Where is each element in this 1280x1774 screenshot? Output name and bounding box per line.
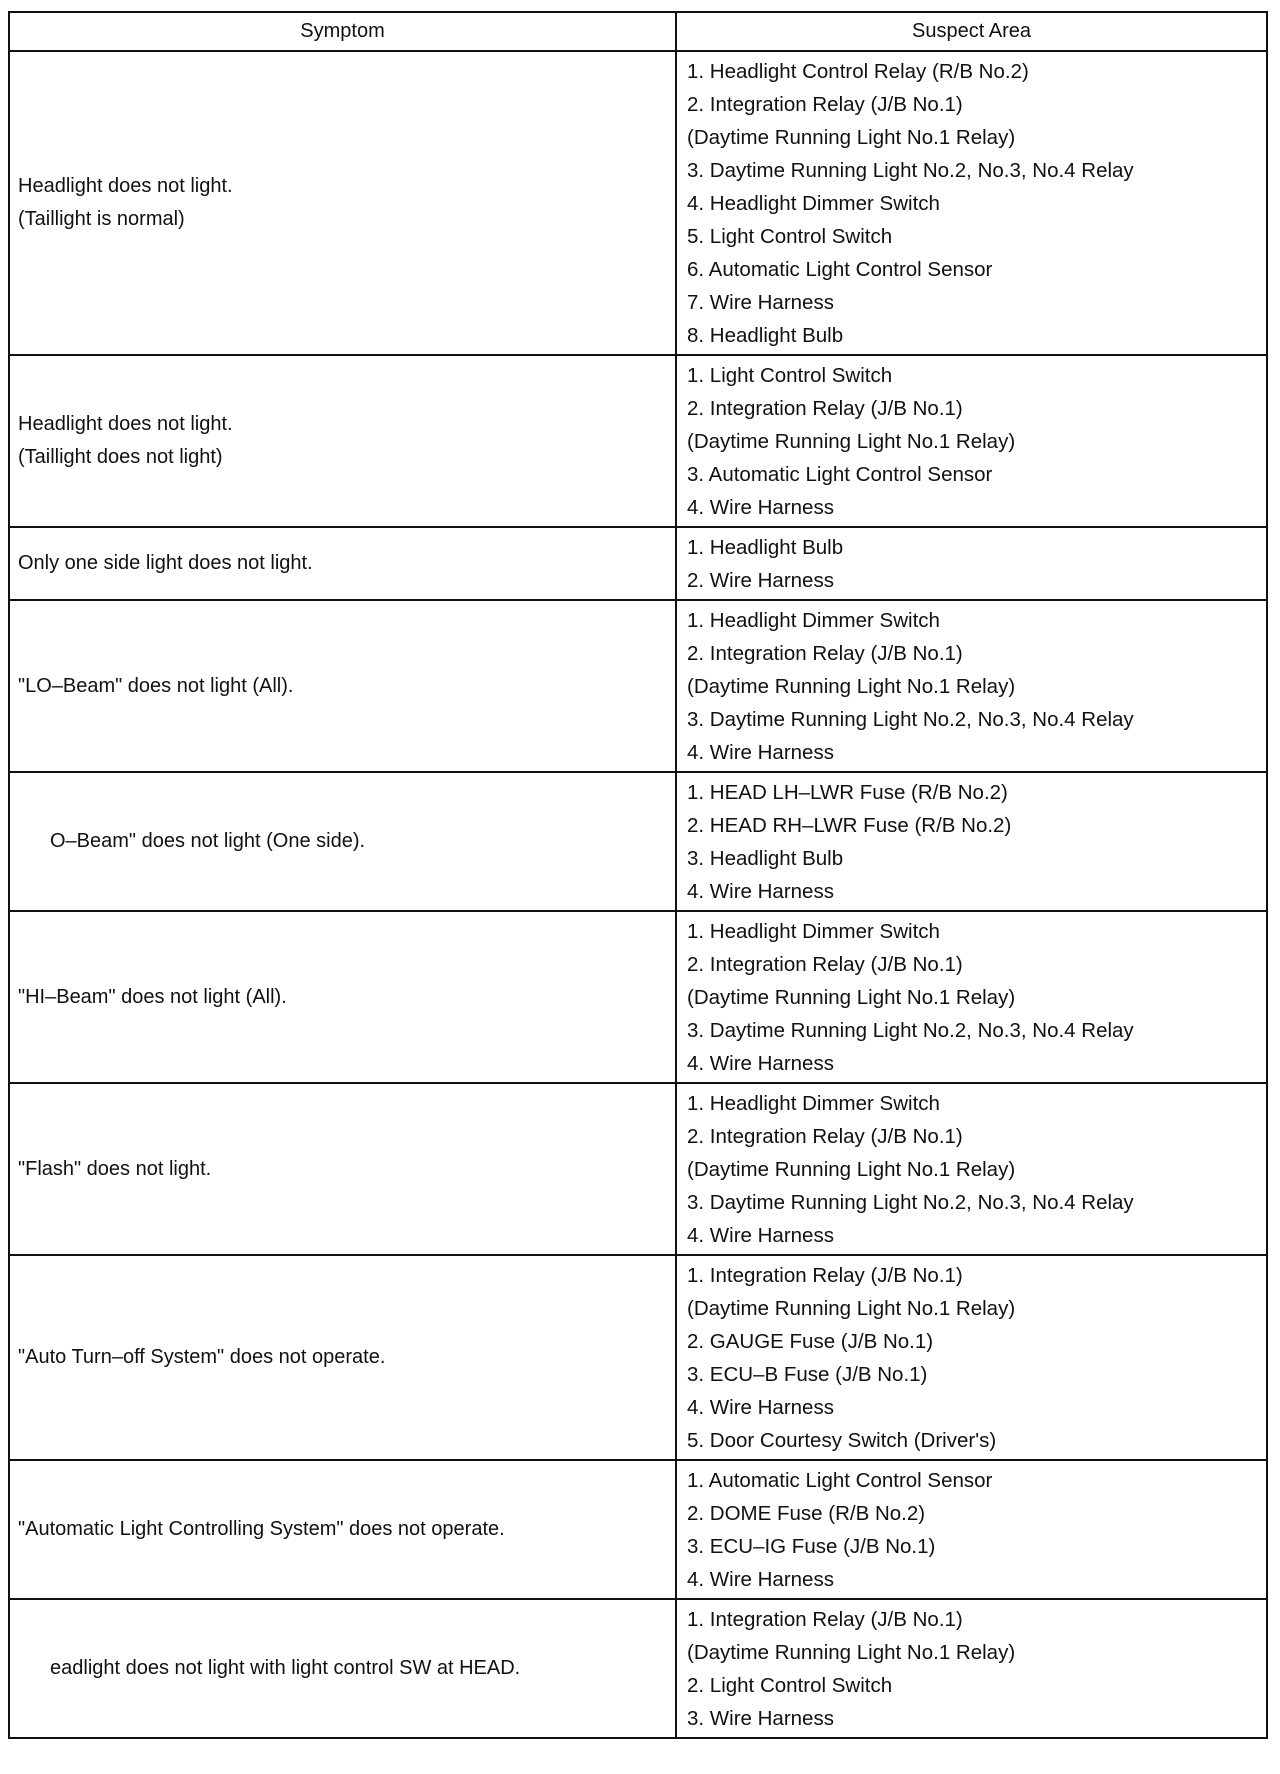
table-row — [9, 1255, 1267, 1460]
suspect-item: 3. ECU–B Fuse (J/B No.1) — [687, 1363, 928, 1386]
suspect-item: 2. Integration Relay (J/B No.1) — [687, 1125, 963, 1148]
suspect-item: 6. Automatic Light Control Sensor — [687, 258, 993, 281]
suspect-item: 4. Wire Harness — [687, 496, 834, 519]
suspect-area-cell — [676, 1599, 1267, 1738]
suspect-item: 4. Wire Harness — [687, 1224, 834, 1247]
symptom-cell — [9, 527, 676, 600]
suspect-item: (Daytime Running Light No.1 Relay) — [687, 986, 1016, 1009]
suspect-item: 4. Wire Harness — [687, 741, 834, 764]
suspect-item: 3. ECU–IG Fuse (J/B No.1) — [687, 1535, 936, 1558]
suspect-item: 1. Integration Relay (J/B No.1) — [687, 1264, 963, 1287]
symptom-cell — [9, 1255, 676, 1460]
suspect-item: 1. Integration Relay (J/B No.1) — [687, 1608, 963, 1631]
column-header-symptom: Symptom — [9, 12, 676, 51]
table-row — [9, 1083, 1267, 1255]
suspect-item: 3. Daytime Running Light No.2, No.3, No.4 Relay — [687, 1191, 1134, 1214]
suspect-item: 2. Light Control Switch — [687, 1674, 893, 1697]
suspect-item: 4. Wire Harness — [687, 1396, 834, 1419]
suspect-item: 2. Integration Relay (J/B No.1) — [687, 397, 963, 420]
suspect-item: 2. HEAD RH–LWR Fuse (R/B No.2) — [687, 814, 1012, 837]
suspect-area-cell — [676, 527, 1267, 600]
suspect-item: (Daytime Running Light No.1 Relay) — [687, 1641, 1016, 1664]
table-row — [9, 600, 1267, 772]
table-row — [9, 1460, 1267, 1599]
suspect-item: 3. Automatic Light Control Sensor — [687, 463, 993, 486]
symptom-text: "Auto Turn–off System" does not operate. — [18, 1346, 386, 1368]
suspect-item: 1. Headlight Dimmer Switch — [687, 609, 940, 632]
suspect-area-cell — [676, 1255, 1267, 1460]
symptom-text: Headlight does not light. — [18, 413, 233, 435]
symptom-cell — [9, 1599, 676, 1738]
suspect-item: 3. Daytime Running Light No.2, No.3, No.4 Relay — [687, 159, 1134, 182]
suspect-item: 5. Light Control Switch — [687, 225, 893, 248]
symptom-text: (Taillight does not light) — [18, 446, 223, 468]
symptom-text: "HI–Beam" does not light (All). — [18, 985, 287, 1008]
suspect-area-cell — [676, 51, 1267, 355]
symptom-text: "Flash" does not light. — [18, 1157, 212, 1180]
suspect-item: 2. Integration Relay (J/B No.1) — [687, 642, 963, 665]
suspect-item: 2. DOME Fuse (R/B No.2) — [687, 1502, 926, 1525]
troubleshooting-table — [8, 11, 1268, 1739]
symptom-text: Headlight does not light. — [18, 175, 233, 197]
symptom-text: O–Beam" does not light (One side). — [50, 830, 366, 852]
header-row — [9, 12, 1267, 51]
suspect-area-cell — [676, 772, 1267, 911]
table-row — [9, 527, 1267, 600]
suspect-item: 4. Wire Harness — [687, 1052, 834, 1075]
suspect-item: 3. Daytime Running Light No.2, No.3, No.4 Relay — [687, 708, 1134, 731]
table-row — [9, 51, 1267, 355]
symptom-cell — [9, 1460, 676, 1599]
suspect-area-cell — [676, 1083, 1267, 1255]
suspect-item: 1. Headlight Dimmer Switch — [687, 1092, 940, 1115]
table-row — [9, 911, 1267, 1083]
suspect-item: (Daytime Running Light No.1 Relay) — [687, 430, 1016, 453]
suspect-item: 2. Integration Relay (J/B No.1) — [687, 953, 963, 976]
suspect-item: (Daytime Running Light No.1 Relay) — [687, 126, 1016, 149]
suspect-item: 4. Wire Harness — [687, 880, 834, 903]
symptom-cell — [9, 600, 676, 772]
suspect-item: 1. Headlight Control Relay (R/B No.2) — [687, 60, 1029, 83]
suspect-area-cell — [676, 911, 1267, 1083]
table-header — [9, 12, 1267, 51]
symptom-text: "LO–Beam" does not light (All). — [18, 674, 294, 697]
suspect-item: 3. Headlight Bulb — [687, 847, 844, 870]
suspect-item: 7. Wire Harness — [687, 291, 834, 314]
suspect-item: 1. HEAD LH–LWR Fuse (R/B No.2) — [687, 781, 1008, 804]
suspect-item: 4. Wire Harness — [687, 1568, 834, 1591]
suspect-item: 3. Daytime Running Light No.2, No.3, No.4 Relay — [687, 1019, 1134, 1042]
table-row — [9, 772, 1267, 911]
suspect-item: 1. Automatic Light Control Sensor — [687, 1469, 993, 1492]
suspect-item: 3. Wire Harness — [687, 1707, 834, 1730]
suspect-item: 1. Light Control Switch — [687, 364, 893, 387]
suspect-item: (Daytime Running Light No.1 Relay) — [687, 1158, 1016, 1181]
suspect-item: 8. Headlight Bulb — [687, 324, 844, 347]
symptom-text: Only one side light does not light. — [18, 552, 313, 574]
symptom-cell — [9, 355, 676, 527]
table-body — [9, 51, 1267, 1738]
table-row — [9, 355, 1267, 527]
suspect-item: 2. Wire Harness — [687, 569, 834, 592]
table-row — [9, 1599, 1267, 1738]
suspect-item: 4. Headlight Dimmer Switch — [687, 192, 940, 215]
suspect-item: 1. Headlight Bulb — [687, 536, 844, 559]
symptom-cell — [9, 1083, 676, 1255]
suspect-item: (Daytime Running Light No.1 Relay) — [687, 1297, 1016, 1320]
suspect-area-cell — [676, 1460, 1267, 1599]
symptom-cell — [9, 51, 676, 355]
suspect-area-cell — [676, 355, 1267, 527]
suspect-area-cell — [676, 600, 1267, 772]
suspect-item: 1. Headlight Dimmer Switch — [687, 920, 940, 943]
suspect-item: 2. GAUGE Fuse (J/B No.1) — [687, 1330, 934, 1353]
symptom-text: (Taillight is normal) — [18, 208, 185, 230]
suspect-item: 2. Integration Relay (J/B No.1) — [687, 93, 963, 116]
symptom-text: "Automatic Light Controlling System" does not operate. — [18, 1518, 505, 1540]
column-header-suspect-area: Suspect Area — [676, 12, 1267, 51]
suspect-item: 5. Door Courtesy Switch (Driver's) — [687, 1429, 997, 1452]
suspect-item: (Daytime Running Light No.1 Relay) — [687, 675, 1016, 698]
symptom-cell — [9, 772, 676, 911]
symptom-cell — [9, 911, 676, 1083]
symptom-text: eadlight does not light with light control SW at HEAD. — [50, 1657, 521, 1679]
